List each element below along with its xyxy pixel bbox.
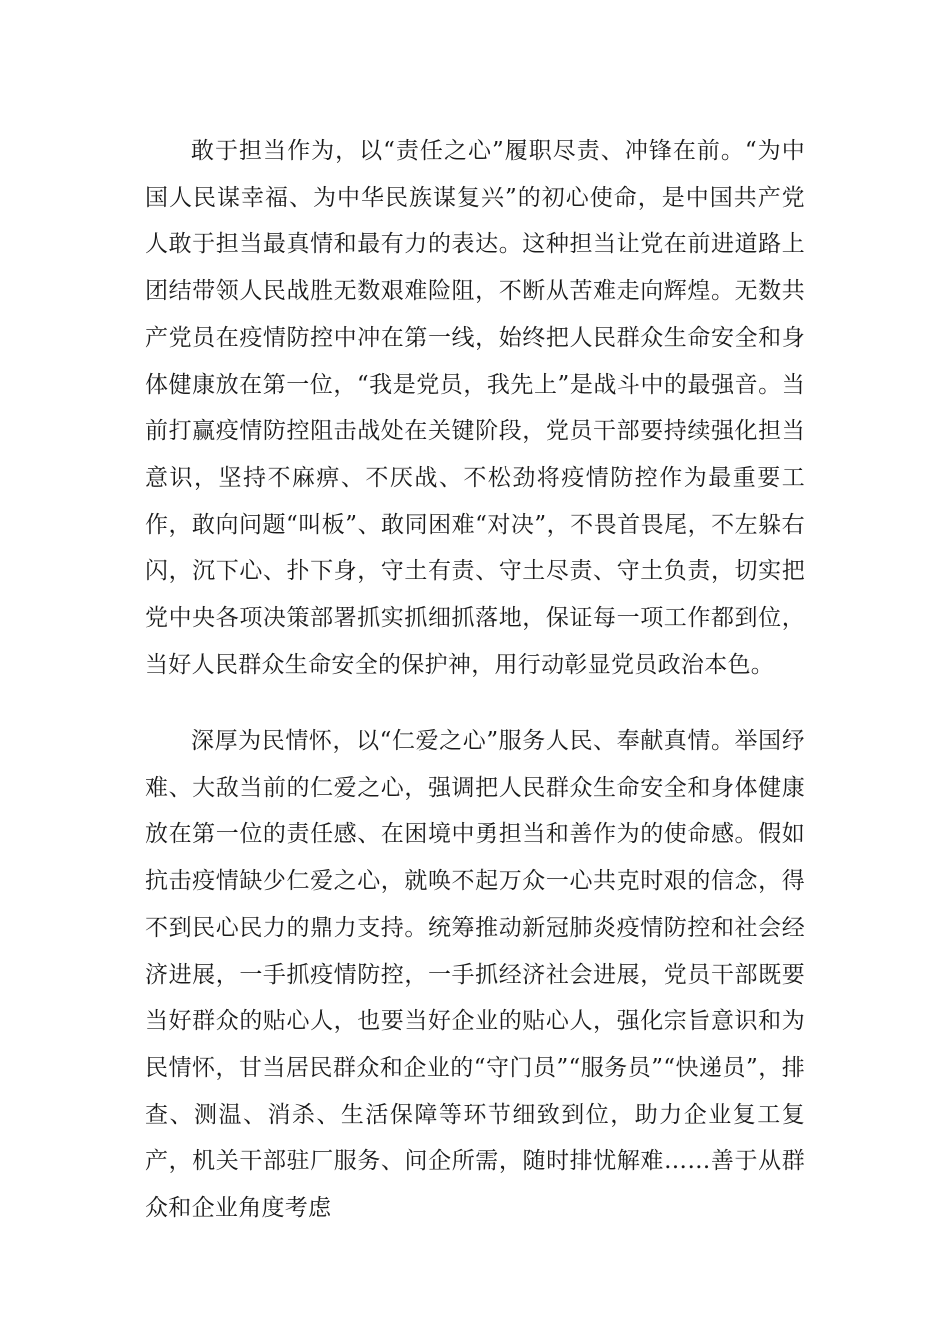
paragraph-benevolence: 深厚为民情怀，以“仁爱之心”服务人民、奉献真情。举国纾难、大敌当前的仁爱之心，强调把人民群众生命安全和身体健康放在第一位的责任感、在困境中勇担当和善作为的使命感。假如抗击疫情缺少仁爱之心，就唤不起万众一心共克时艰的信念，得不到民心民力的鼎力支持。统筹推动新冠肺炎疫情防控和社会经济进展，一手抓疫情防控，一手抓经济社会进展，党员干部既要当好群众的贴心人，也要当好企业的贴心人，强化宗旨意识和为民情怀，甘当居民群众和企业的“守门员”“服务员”“快递员”，排查、测温、消杀、生活保障等环节细致到位，助力企业复工复产，机关干部驻厂服务、问企所需，随时排忧解难……善于从群众和企业角度考虑 xyxy=(145,728,805,1222)
paragraph-responsibility: 敢于担当作为，以“责任之心”履职尽责、冲锋在前。“为中国人民谋幸福、为中华民族谋复兴”的初心使命，是中国共产党人敢于担当最真情和最有力的表达。这种担当让党在前进道路上团结带领人民战胜无数艰难险阻，不断从苦难走向辉煌。无数共产党员在疫情防控中冲在第一线，始终把人民群众生命安全和身体健康放在第一位，“我是党员，我先上”是战斗中的最强音。当前打赢疫情防控阻击战处在关键阶段，党员干部要持续强化担当意识，坚持不麻痹、不厌战、不松劲将疫情防控作为最重要工作，敢向问题“叫板”、敢同困难“对决”，不畏首畏尾，不左躲右闪，沉下心、扑下身，守土有责、守土尽责、守土负责，切实把党中央各项决策部署抓实抓细抓落地，保证每一项工作都到位，当好人民群众生命安全的保护神，用行动彰显党员政治本色。 xyxy=(145,138,805,678)
